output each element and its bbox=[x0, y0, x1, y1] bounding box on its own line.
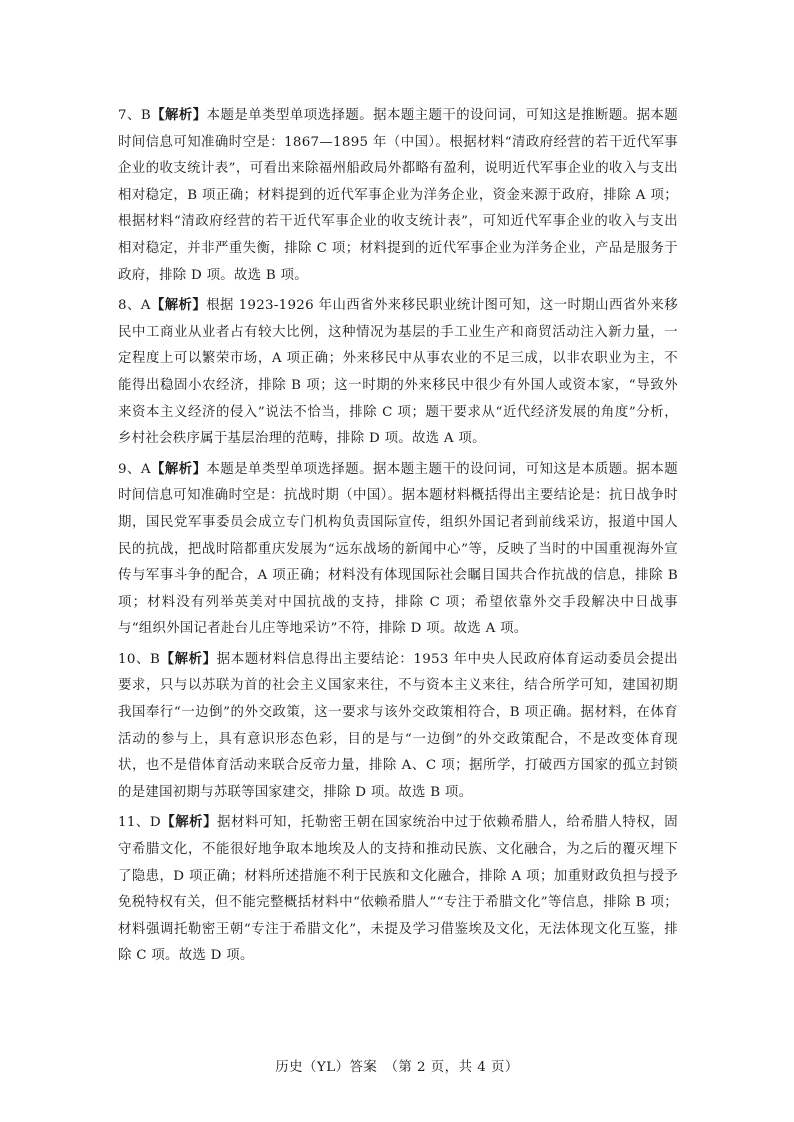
item-text: 据材料可知，托勒密王朝在国家统治中过于依赖希腊人，给希腊人特权，固守希腊文化，不能很好地争取本地埃及人的支持和推动民族、文化融合，为之后的覆灭埋下了隐患，D 项正确；材料所述措施不利于民族和文化融合，排除 A 项；加重财政负担与授予免税特权有关，但不能完整概括材料中“依赖希腊人”“专注于希腊文化”等信息，排除 B 项；材料强调托勒密王朝“专注于希腊文化”，未提及学习借鉴埃及文化，无法体现文化互鉴，排除 C 项。故选 D 项。 bbox=[118, 815, 678, 964]
answer-item-9 bbox=[118, 457, 678, 643]
page-footer: 历史（YL）答案 （第 2 页，共 4 页） bbox=[275, 1060, 519, 1075]
answer-item-8 bbox=[118, 293, 678, 453]
item-number: 7、B bbox=[118, 108, 152, 123]
item-text: 根据 1923-1926 年山西省外来移民职业统计图可知，这一时期山西省外来移民中工商业从业者占有较大比例，这种情况为基层的手工业生产和商贸活动注入新力量，一定程度上可以繁荣市场，A 项正确；外来移民中从事农业的不足三成，以非农职业为主，不能得出稳固小农经济，排除 B 项；这一时期的外来移民中很少有外国人或资本家，“导致外来资本主义经济的侵入”说法不恰当，排除 C 项；题干要求从“近代经济发展的角度”分析，乡村社会秩序属于基层治理的范畴，排除 D 项。故选 A 项。 bbox=[118, 298, 678, 447]
answer-item-10 bbox=[118, 647, 678, 807]
item-number: 8、A bbox=[118, 298, 151, 314]
item-number: 10、B bbox=[118, 651, 161, 667]
item-number: 11、D bbox=[118, 815, 161, 831]
analysis-tag: 【解析】 bbox=[150, 461, 207, 477]
analysis-tag: 【解析】 bbox=[151, 108, 207, 123]
item-text: 本题是单类型单项选择题。据本题主题干的设问词，可知这是本质题。据本题时间信息可知准确时空是：抗战时期（中国）。据本题材料概括得出主要结论是：抗日战争时期，国民党军事委员会成立专门机构负责国际宣传，组织外国记者到前线采访，报道中国人民的抗战，把战时陪都重庆发展为“远东战场的新闻中心”等，反映了当时的中国重视海外宣传与军事斗争的配合，A 项正确；材料没有体现国际社会瞩目国共合作抗战的信息，排除 B 项；材料没有列举英美对中国抗战的支持，排除 C 项；希望依靠外交手段解决中日战事与“组织外国记者赴台儿庄等地采访”不符，排除 D 项。故选 A 项。 bbox=[118, 461, 678, 637]
item-text: 据本题材料信息得出主要结论：1953 年中央人民政府体育运动委员会提出要求，只与以苏联为首的社会主义国家来往，不与资本主义来往，结合所学可知，建国初期我国奉行“一边倒”的外交政策，这一要求与该外交政策相符合，B 项正确。据材料，在体育活动的参与上，具有意识形态色彩，目的是与“一边倒”的外交政策配合，不是改变体育现状，也不是借体育活动来联合反帝力量，排除 A、C 项；据所学，打破西方国家的孤立封锁的是建国初期与苏联等国家建交，排除 D 项。故选 B 项。 bbox=[118, 651, 678, 800]
answer-item-11 bbox=[118, 810, 678, 970]
item-number: 9、A bbox=[118, 461, 151, 477]
analysis-tag: 【解析】 bbox=[160, 651, 217, 667]
analysis-tag: 【解析】 bbox=[150, 298, 207, 314]
answer-item-7 bbox=[118, 103, 678, 289]
item-text: 本题是单类型单项选择题。据本题主题干的设问词，可知这是推断题。据本题时间信息可知准确时空是：1867—1895 年（中国）。根据材料“清政府经营的若干近代军事企业的收支统计表”，可看出来除福州船政局外都略有盈利，说明近代军事企业的收入与支出相对稳定，B 项正确；材料提到的近代军事企业为洋务企业，资金来源于政府，排除 A 项；根据材料“清政府经营的若干近代军事企业的收支统计表”，可知近代军事企业的收入与支出相对稳定，并非严重失衡，排除 C 项；材料提到的近代军事企业为洋务企业，产品是服务于政府，排除 D 项。故选 B 项。 bbox=[118, 108, 679, 283]
answer-page bbox=[118, 103, 678, 974]
analysis-tag: 【解析】 bbox=[160, 815, 218, 831]
